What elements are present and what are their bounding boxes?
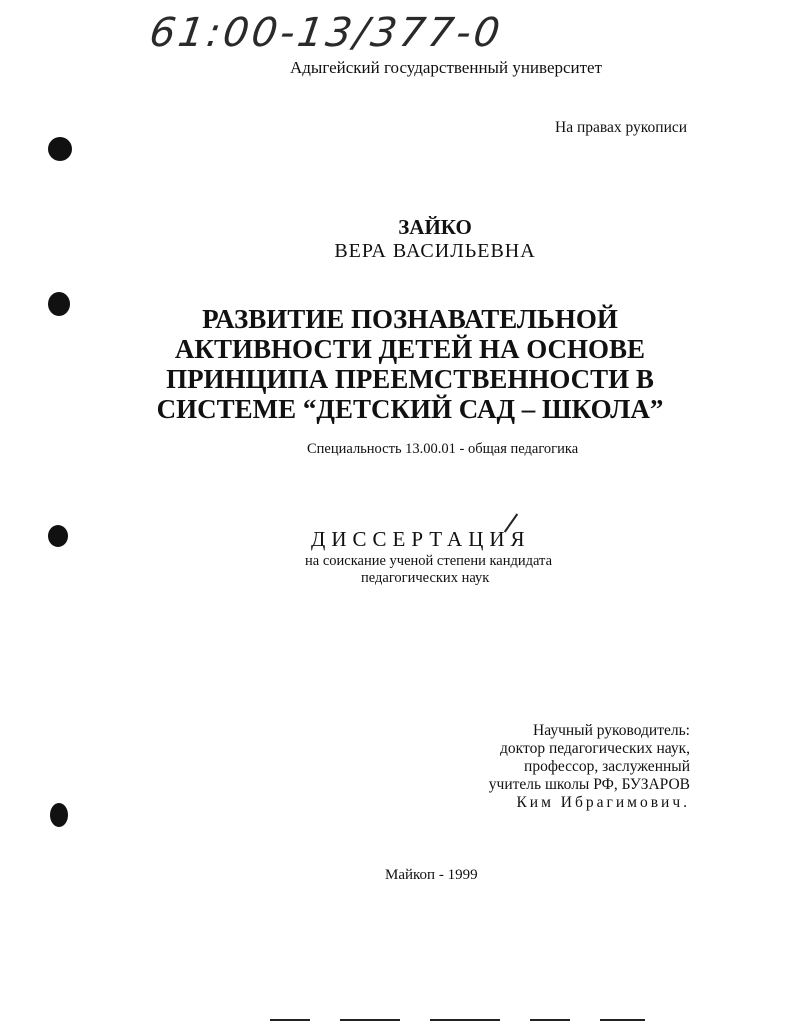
title-line: РАЗВИТИЕ ПОЗНАВАТЕЛЬНОЙ: [202, 304, 618, 334]
supervisor-line: доктор педагогических наук,: [500, 740, 690, 757]
supervisor-line: профессор, заслуженный: [524, 758, 690, 775]
punch-hole-mark: [48, 525, 68, 547]
manuscript-rights-note: На правах рукописи: [555, 119, 688, 136]
supervisor-block: [489, 722, 690, 812]
scan-edge-mark: [600, 1019, 645, 1021]
author-given-names: ВЕРА ВАСИЛЬЕВНА: [334, 240, 536, 262]
supervisor-line: учитель школы РФ, БУЗАРОВ: [488, 776, 690, 793]
title-line: СИСТЕМЕ “ДЕТСКИЙ САД – ШКОЛА”: [156, 394, 664, 424]
place-and-year: Майкоп - 1999: [385, 867, 478, 883]
supervisor-heading: Научный руководитель:: [533, 722, 690, 739]
author-surname: ЗАЙКО: [398, 215, 472, 239]
scan-edge-mark: [340, 1019, 400, 1021]
punch-hole-mark: [50, 803, 68, 827]
title-line: АКТИВНОСТИ ДЕТЕЙ НА ОСНОВЕ: [174, 334, 646, 364]
degree-line-2: педагогических наук: [361, 570, 490, 586]
title-line: ПРИНЦИПА ПРЕЕМСТВЕННОСТИ В: [166, 364, 654, 394]
handwritten-archive-number: 61:00-13/377-0: [146, 10, 506, 56]
scan-edge-mark: [270, 1019, 310, 1021]
degree-line-1: на соискание ученой степени кандидата: [305, 553, 553, 569]
university-name: Адыгейский государственный университет: [290, 58, 603, 77]
scan-edge-mark: [430, 1019, 500, 1021]
document-type-heading: ДИССЕРТАЦИЯ: [311, 527, 531, 551]
degree-description: [305, 553, 552, 587]
scan-edge-mark: [530, 1019, 570, 1021]
speciality-line: Специальность 13.00.01 - общая педагогика: [307, 441, 579, 457]
punch-hole-mark: [48, 137, 72, 161]
dissertation-title: [150, 304, 670, 424]
punch-hole-mark: [48, 292, 70, 316]
supervisor-name: Ким Ибрагимович.: [516, 794, 690, 811]
